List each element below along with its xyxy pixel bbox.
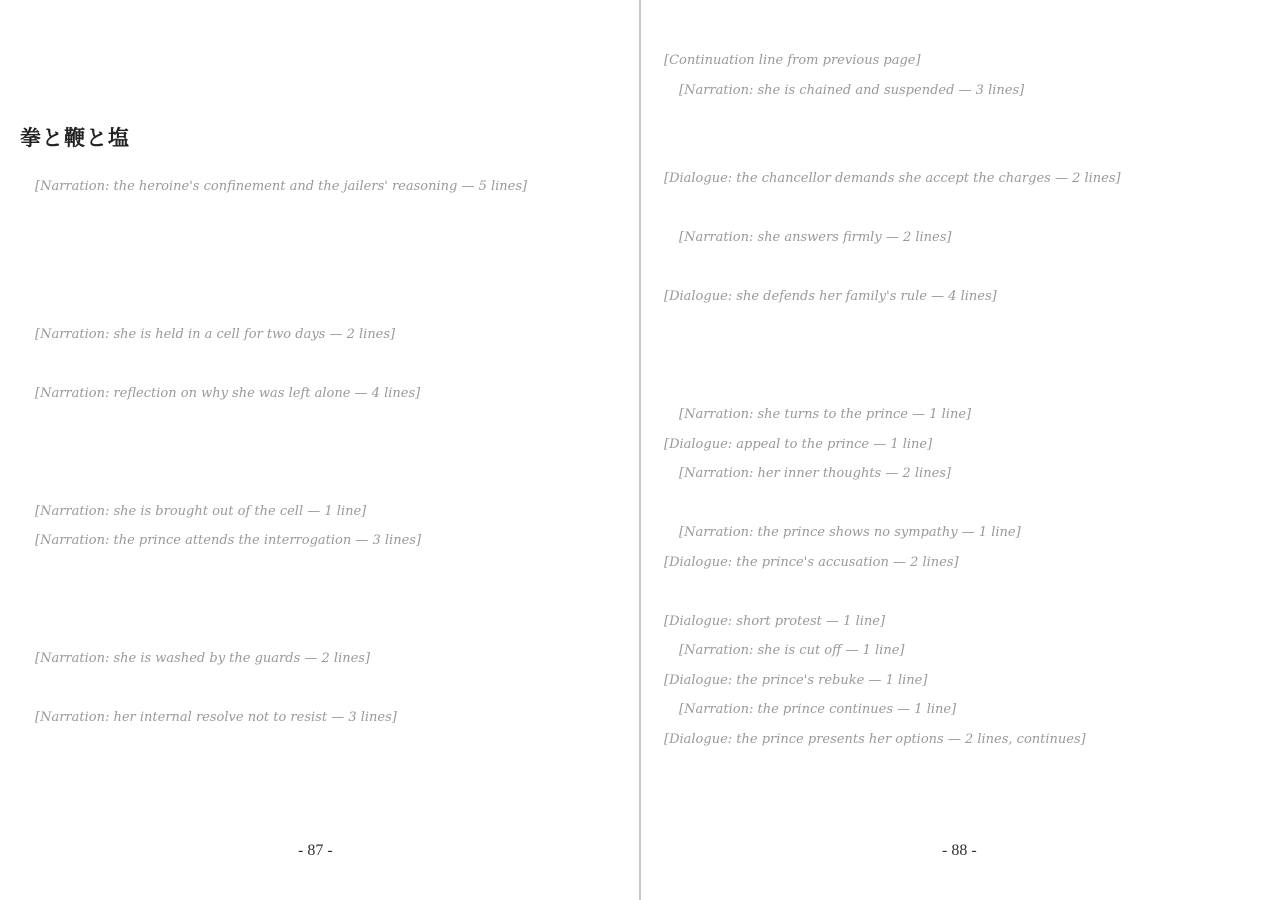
narration-paragraph — [664, 636, 1264, 666]
dialogue-paragraph — [664, 725, 1264, 784]
text-line — [664, 577, 1264, 607]
text-line: [Narration: she is washed by the guards — 2 lines] — [35, 651, 371, 666]
text-line — [20, 438, 620, 468]
text-line — [20, 202, 620, 232]
narration-paragraph — [20, 320, 620, 379]
left-page-body — [20, 172, 620, 792]
text-line — [20, 733, 620, 763]
text-line: [Continuation line from previous page] — [664, 53, 921, 68]
narration-paragraph — [20, 703, 620, 792]
text-line: [Narration: she is chained and suspended — 3 lines] — [679, 82, 1025, 98]
text-line: [Narration: she is held in a cell for two days — 2 lines] — [35, 326, 396, 342]
text-line: [Narration: she turns to the prince — 1 line] — [679, 407, 972, 422]
text-line: [Dialogue: the prince presents her options — 2 lines, continues] — [664, 731, 1086, 747]
text-line: [Dialogue: the prince's rebuke — 1 line] — [664, 672, 928, 688]
text-line: [Dialogue: short protest — 1 line] — [664, 613, 886, 629]
dialogue-paragraph — [664, 548, 1264, 607]
dialogue-paragraph — [664, 282, 1264, 400]
text-line — [664, 312, 1264, 342]
right-page-body — [664, 46, 1264, 784]
narration-paragraph — [664, 223, 1264, 282]
text-line — [20, 408, 620, 438]
text-line — [20, 674, 620, 704]
text-line: [Narration: the prince attends the interrogation — 3 lines] — [35, 533, 422, 548]
text-line: [Dialogue: she defends her family's rule — 4 lines] — [664, 289, 997, 304]
text-line: [Narration: she is brought out of the cell — 1 line] — [35, 503, 367, 519]
text-line: [Narration: the prince shows no sympathy — 1 line] — [679, 525, 1021, 540]
text-line — [20, 349, 620, 379]
dialogue-paragraph — [664, 164, 1264, 223]
dialogue-paragraph — [664, 666, 1264, 696]
text-line — [20, 556, 620, 586]
narration-paragraph — [20, 644, 620, 703]
page-number-left: - 87 - — [298, 842, 333, 859]
text-line: [Narration: her inner thoughts — 2 lines] — [679, 466, 952, 481]
narration-paragraph — [664, 518, 1264, 548]
text-line — [20, 585, 620, 615]
text-line: [Narration: the heroine's confinement and the jailers' reasoning — 5 lines] — [35, 179, 528, 194]
paragraph-spacer — [20, 615, 620, 645]
dialogue-paragraph — [664, 607, 1264, 637]
text-line — [664, 105, 1264, 135]
narration-paragraph — [664, 459, 1264, 518]
text-line — [20, 231, 620, 261]
text-line — [664, 135, 1264, 165]
text-line: [Narration: she is cut off — 1 line] — [679, 643, 905, 658]
narration-paragraph — [664, 46, 1264, 76]
narration-paragraph — [20, 379, 620, 497]
text-line — [664, 253, 1264, 283]
text-line — [20, 762, 620, 792]
text-line — [664, 489, 1264, 519]
narration-paragraph — [664, 76, 1264, 165]
text-line: [Dialogue: appeal to the prince — 1 line] — [664, 436, 933, 452]
narration-paragraph — [20, 172, 620, 320]
text-line: [Narration: reflection on why she was left alone — 4 lines] — [35, 385, 421, 401]
narration-paragraph — [20, 497, 620, 527]
text-line: [Dialogue: the chancellor demands she accept the charges — 2 lines] — [664, 171, 1121, 186]
text-line — [20, 290, 620, 320]
narration-paragraph — [664, 400, 1264, 430]
text-line: [Narration: the prince continues — 1 line] — [679, 702, 957, 717]
text-line — [20, 261, 620, 291]
chapter-title: 拳と鞭と塩 — [20, 125, 130, 151]
text-line: [Dialogue: the prince's accusation — 2 lines] — [664, 554, 959, 570]
text-line — [664, 194, 1264, 224]
text-line — [20, 467, 620, 497]
page-number-right: - 88 - — [942, 842, 977, 859]
text-line — [664, 371, 1264, 401]
narration-paragraph — [664, 695, 1264, 725]
dialogue-paragraph — [664, 430, 1264, 460]
text-line — [664, 754, 1264, 784]
page-divider — [639, 0, 641, 900]
text-line — [664, 341, 1264, 371]
narration-paragraph — [20, 526, 620, 615]
text-line: [Narration: she answers firmly — 2 lines] — [679, 230, 952, 245]
text-line: [Narration: her internal resolve not to resist — 3 lines] — [35, 710, 397, 725]
